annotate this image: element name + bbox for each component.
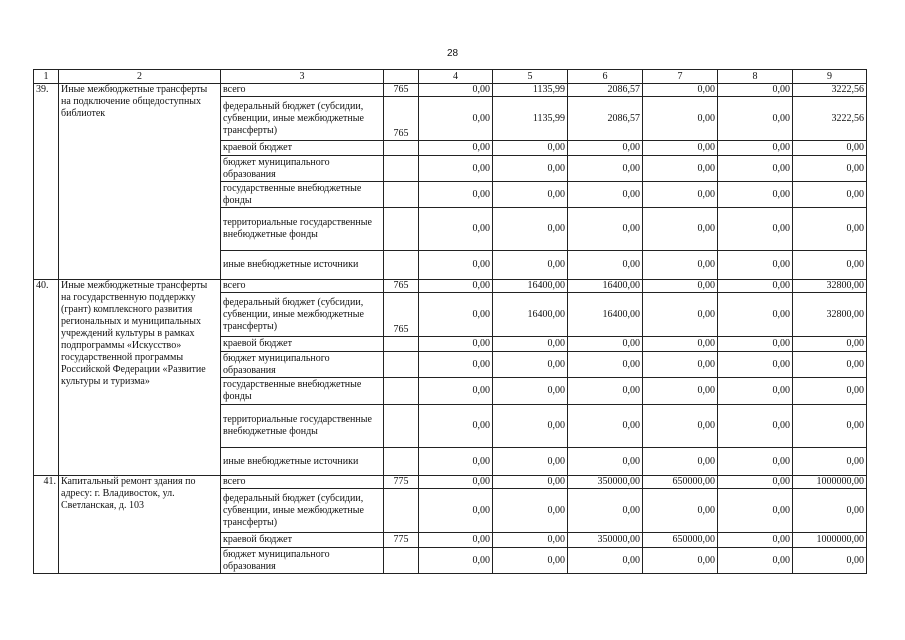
column-header (384, 70, 419, 84)
value-cell: 0,00 (643, 489, 718, 533)
value-cell: 0,00 (718, 141, 793, 156)
budget-code (384, 141, 419, 156)
value-cell: 2086,57 (568, 97, 643, 141)
row-index: 39. (34, 84, 59, 280)
column-header: 3 (221, 70, 384, 84)
value-cell: 0,00 (419, 182, 493, 208)
value-cell: 0,00 (419, 352, 493, 378)
funding-source: иные внебюджетные источники (221, 251, 384, 280)
value-cell: 350000,00 (568, 476, 643, 489)
value-cell: 0,00 (793, 448, 867, 476)
value-cell: 0,00 (419, 208, 493, 251)
budget-code: 775 (384, 533, 419, 548)
value-cell: 0,00 (793, 489, 867, 533)
value-cell: 0,00 (568, 405, 643, 448)
value-cell: 0,00 (493, 548, 568, 574)
budget-code (384, 352, 419, 378)
value-cell: 0,00 (493, 141, 568, 156)
value-cell: 0,00 (493, 476, 568, 489)
budget-code (384, 548, 419, 574)
funding-source: федеральный бюджет (субсидии, субвенции, иные межбюджетные трансферты) (221, 293, 384, 337)
column-header: 8 (718, 70, 793, 84)
value-cell: 0,00 (718, 405, 793, 448)
funding-source: краевой бюджет (221, 141, 384, 156)
value-cell: 0,00 (643, 208, 718, 251)
page-number: 28 (446, 48, 459, 59)
budget-table (33, 69, 867, 574)
value-cell: 0,00 (793, 352, 867, 378)
budget-code: 765 (384, 293, 419, 337)
value-cell: 0,00 (718, 251, 793, 280)
funding-source: бюджет муниципального образования (221, 352, 384, 378)
value-cell: 16400,00 (568, 293, 643, 337)
column-header: 6 (568, 70, 643, 84)
value-cell: 650000,00 (643, 476, 718, 489)
value-cell: 0,00 (493, 337, 568, 352)
column-header: 1 (34, 70, 59, 84)
measure-name: Иные межбюджетные трансферты на государственную поддержку (грант) комплексного развития региональных и муниципальных учреждений культуры в рамках подпрограммы «Искусство» государственной программы Российской Федерации «Развитие культуры и туризма» (59, 280, 221, 476)
budget-code (384, 251, 419, 280)
budget-code (384, 378, 419, 405)
funding-source: федеральный бюджет (субсидии, субвенции, иные межбюджетные трансферты) (221, 97, 384, 141)
value-cell: 0,00 (643, 251, 718, 280)
value-cell: 1000000,00 (793, 476, 867, 489)
value-cell: 0,00 (643, 156, 718, 182)
budget-code (384, 448, 419, 476)
value-cell: 0,00 (718, 352, 793, 378)
funding-source: государственные внебюджетные фонды (221, 378, 384, 405)
funding-source: краевой бюджет (221, 533, 384, 548)
value-cell: 0,00 (643, 405, 718, 448)
value-cell: 0,00 (793, 156, 867, 182)
value-cell: 0,00 (568, 548, 643, 574)
value-cell: 650000,00 (643, 533, 718, 548)
value-cell: 0,00 (793, 548, 867, 574)
value-cell: 0,00 (718, 208, 793, 251)
budget-code: 765 (384, 280, 419, 293)
value-cell: 0,00 (643, 182, 718, 208)
value-cell: 0,00 (419, 251, 493, 280)
measure-name: Капитальный ремонт здания по адресу: г. Владивосток, ул. Светланская, д. 103 (59, 476, 221, 574)
funding-source: бюджет муниципального образования (221, 156, 384, 182)
value-cell: 0,00 (718, 182, 793, 208)
value-cell: 1000000,00 (793, 533, 867, 548)
value-cell: 0,00 (718, 97, 793, 141)
value-cell: 0,00 (419, 533, 493, 548)
value-cell: 0,00 (493, 251, 568, 280)
value-cell: 1135,99 (493, 84, 568, 97)
value-cell: 0,00 (568, 141, 643, 156)
value-cell: 0,00 (718, 337, 793, 352)
value-cell: 0,00 (643, 337, 718, 352)
value-cell: 0,00 (718, 84, 793, 97)
value-cell: 0,00 (419, 448, 493, 476)
value-cell: 0,00 (718, 280, 793, 293)
value-cell: 0,00 (793, 378, 867, 405)
table-row (34, 280, 867, 293)
value-cell: 0,00 (419, 97, 493, 141)
value-cell: 0,00 (493, 378, 568, 405)
value-cell: 0,00 (419, 84, 493, 97)
value-cell: 0,00 (493, 352, 568, 378)
funding-source: территориальные государственные внебюджетные фонды (221, 405, 384, 448)
value-cell: 0,00 (643, 378, 718, 405)
funding-source: государственные внебюджетные фонды (221, 182, 384, 208)
value-cell: 0,00 (419, 476, 493, 489)
value-cell: 0,00 (419, 156, 493, 182)
value-cell: 16400,00 (493, 280, 568, 293)
funding-source: всего (221, 280, 384, 293)
value-cell: 0,00 (568, 489, 643, 533)
value-cell: 0,00 (493, 489, 568, 533)
value-cell: 0,00 (793, 182, 867, 208)
value-cell: 0,00 (419, 337, 493, 352)
column-header: 5 (493, 70, 568, 84)
value-cell: 0,00 (419, 293, 493, 337)
funding-source: краевой бюджет (221, 337, 384, 352)
budget-code: 765 (384, 84, 419, 97)
budget-code: 775 (384, 476, 419, 489)
value-cell: 0,00 (718, 489, 793, 533)
budget-code (384, 156, 419, 182)
row-index: 41. (34, 476, 59, 574)
value-cell: 0,00 (718, 476, 793, 489)
column-header: 4 (419, 70, 493, 84)
budget-code (384, 337, 419, 352)
value-cell: 0,00 (493, 405, 568, 448)
funding-source: всего (221, 476, 384, 489)
table-header-row (34, 70, 867, 84)
funding-source: бюджет муниципального образования (221, 548, 384, 574)
value-cell: 0,00 (419, 141, 493, 156)
budget-code (384, 182, 419, 208)
value-cell: 0,00 (568, 182, 643, 208)
value-cell: 0,00 (718, 448, 793, 476)
value-cell: 32800,00 (793, 293, 867, 337)
value-cell: 0,00 (793, 141, 867, 156)
value-cell: 0,00 (643, 352, 718, 378)
value-cell: 16400,00 (568, 280, 643, 293)
funding-source: иные внебюджетные источники (221, 448, 384, 476)
value-cell: 16400,00 (493, 293, 568, 337)
value-cell: 0,00 (643, 448, 718, 476)
value-cell: 0,00 (568, 337, 643, 352)
table-row (34, 476, 867, 489)
value-cell: 0,00 (793, 208, 867, 251)
value-cell: 1135,99 (493, 97, 568, 141)
value-cell: 0,00 (643, 293, 718, 337)
measure-name: Иные межбюджетные трансферты на подключение общедоступных библиотек (59, 84, 221, 280)
budget-code (384, 208, 419, 251)
value-cell: 0,00 (643, 141, 718, 156)
funding-source: территориальные государственные внебюджетные фонды (221, 208, 384, 251)
column-header: 7 (643, 70, 718, 84)
value-cell: 0,00 (493, 156, 568, 182)
value-cell: 0,00 (643, 548, 718, 574)
column-header: 9 (793, 70, 867, 84)
column-header: 2 (59, 70, 221, 84)
value-cell: 0,00 (643, 97, 718, 141)
value-cell: 32800,00 (793, 280, 867, 293)
value-cell: 350000,00 (568, 533, 643, 548)
value-cell: 0,00 (718, 548, 793, 574)
value-cell: 0,00 (493, 208, 568, 251)
value-cell: 0,00 (493, 533, 568, 548)
value-cell: 0,00 (718, 293, 793, 337)
value-cell: 0,00 (793, 337, 867, 352)
funding-source: федеральный бюджет (субсидии, субвенции, иные межбюджетные трансферты) (221, 489, 384, 533)
value-cell: 0,00 (568, 378, 643, 405)
value-cell: 0,00 (643, 280, 718, 293)
value-cell: 0,00 (568, 448, 643, 476)
budget-code: 765 (384, 97, 419, 141)
table-row (34, 84, 867, 97)
row-index: 40. (34, 280, 59, 476)
value-cell: 0,00 (493, 182, 568, 208)
value-cell: 0,00 (718, 533, 793, 548)
value-cell: 0,00 (793, 251, 867, 280)
value-cell: 3222,56 (793, 84, 867, 97)
value-cell: 2086,57 (568, 84, 643, 97)
value-cell: 0,00 (419, 489, 493, 533)
value-cell: 0,00 (568, 352, 643, 378)
funding-source: всего (221, 84, 384, 97)
value-cell: 0,00 (568, 208, 643, 251)
value-cell: 3222,56 (793, 97, 867, 141)
value-cell: 0,00 (493, 448, 568, 476)
value-cell: 0,00 (643, 84, 718, 97)
budget-code (384, 489, 419, 533)
value-cell: 0,00 (793, 405, 867, 448)
value-cell: 0,00 (419, 280, 493, 293)
value-cell: 0,00 (718, 156, 793, 182)
value-cell: 0,00 (718, 378, 793, 405)
value-cell: 0,00 (419, 548, 493, 574)
budget-code (384, 405, 419, 448)
value-cell: 0,00 (568, 156, 643, 182)
value-cell: 0,00 (568, 251, 643, 280)
value-cell: 0,00 (419, 405, 493, 448)
value-cell: 0,00 (419, 378, 493, 405)
